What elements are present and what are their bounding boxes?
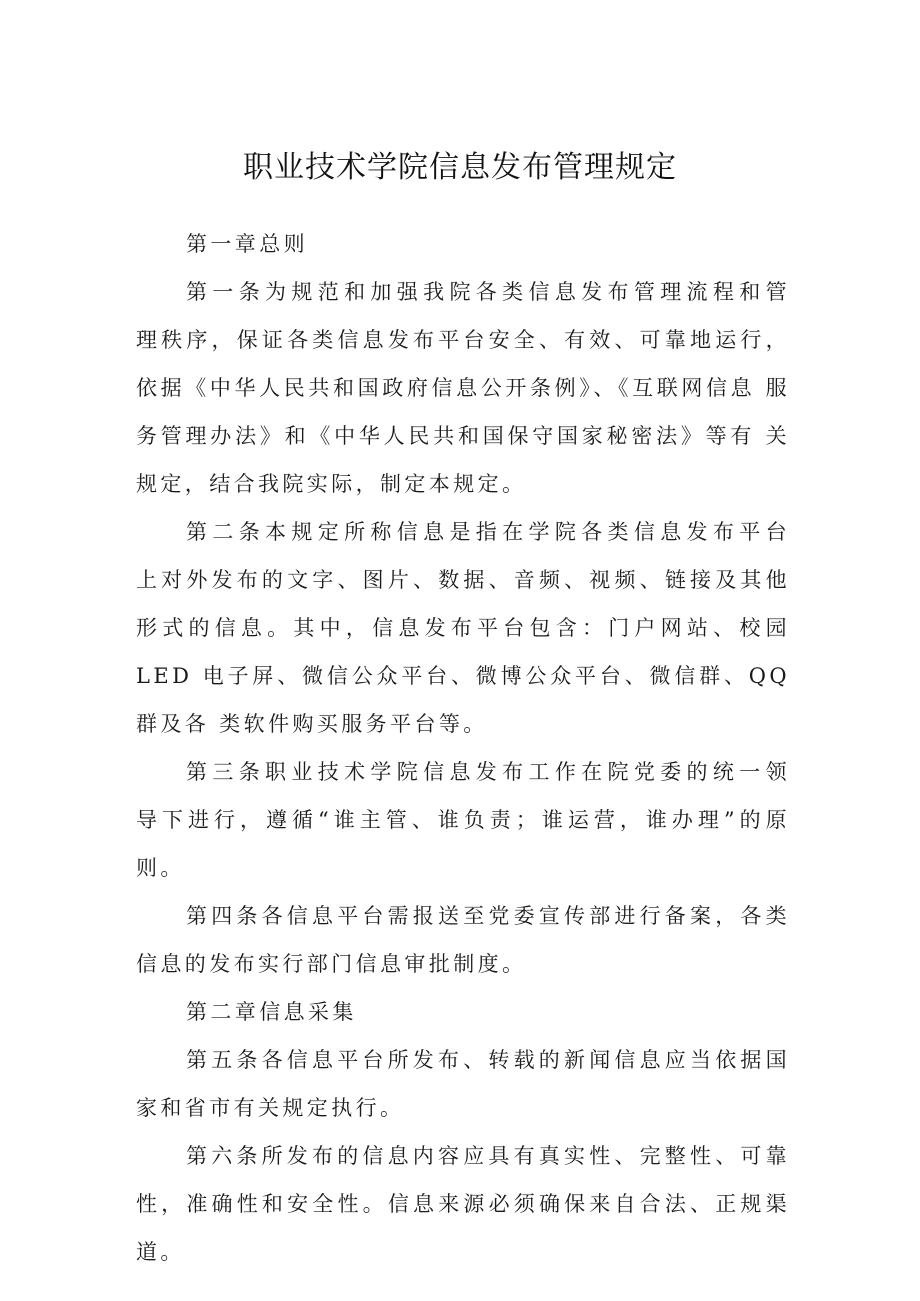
article-6: 第六条所发布的信息内容应具有真实性、完整性、可靠 性，准确性和安全性。信息来源必须确保来自合法、正规渠 道。 bbox=[136, 1144, 815, 1264]
article-5: 第五条各信息平台所发布、转载的新闻信息应当依据国 家和省市有关规定执行。 bbox=[136, 1048, 790, 1120]
article-4: 第四条各信息平台需报送至党委宣传部进行备案，各类 信息的发布实行部门信息审批制度。 bbox=[136, 904, 790, 976]
chapter-heading-collection: 第二章信息采集 bbox=[186, 1000, 357, 1024]
article-3: 第三条职业技术学院信息发布工作在院党委的统一领 导下进行，遵循“谁主管、谁负责；谁运营，谁办理”的原 则。 bbox=[136, 760, 815, 880]
article-1: 第一条为规范和加强我院各类信息发布管理流程和管 理秩序，保证各类信息发布平台安全、有效、可靠地运行， 依据《中华人民共和国政府信息公开条例》、《互联网信息 服务管理办法》和《中华人民共和国保守国家秘密法》等有 关规定，结合我院实际，制定本规定。 bbox=[136, 280, 815, 496]
chapter-heading-general: 第一章总则 bbox=[186, 232, 308, 256]
document-body bbox=[136, 220, 815, 1276]
document-title: 职业技术学院信息发布管理规定 bbox=[243, 150, 677, 185]
article-2: 第二条本规定所称信息是指在学院各类信息发布平台 上对外发布的文字、图片、数据、音频、视频、链接及其他 形式的信息。其中，信息发布平台包含：门户网站、校园LED 电子屏、微信公众平台、微博公众平台、微信群、QQ群及各 类软件购买服务平台等。 bbox=[136, 520, 815, 736]
